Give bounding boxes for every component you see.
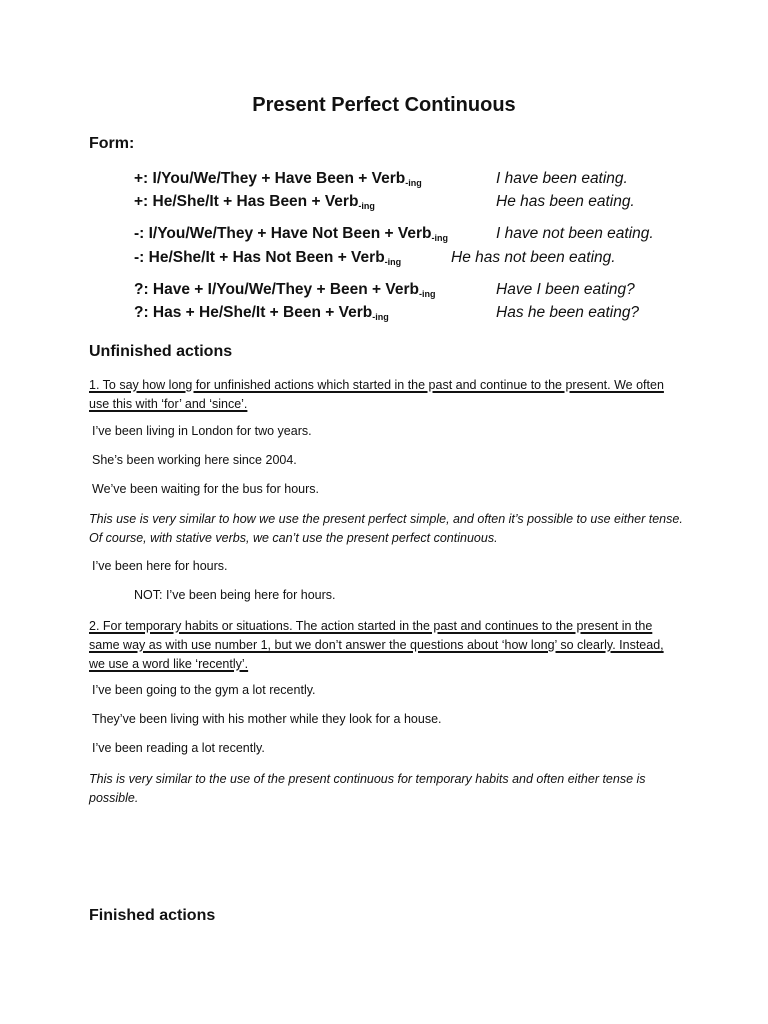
form-example-3: I have not been eating. <box>496 225 654 242</box>
example-item: I’ve been living in London for two years. <box>92 424 312 438</box>
form-example-1: I have been eating. <box>496 170 628 187</box>
page-title: Present Perfect Continuous <box>252 94 516 116</box>
form-heading: Form: <box>89 135 135 152</box>
form-formula-4: -: He/She/It + Has Not Been + Verb$_{-ing}$ <box>134 249 402 267</box>
form-formula-1: +: I/You/We/They + Have Been + Verb$_{-ing}$ <box>134 170 422 188</box>
form-example-2: He has been eating. <box>496 193 635 210</box>
example-item: They’ve been living with his mother while they look for a house. <box>92 712 442 726</box>
form-formula-6: ?: Has + He/She/It + Been + Verb$_{-ing}$ <box>134 304 389 322</box>
example-item: I’ve been going to the gym a lot recently. <box>92 683 316 697</box>
note-2: This is very similar to the use of the present continuous for temporary habits and often either tense is possible. <box>89 772 646 805</box>
finished-actions-heading: Finished actions <box>89 907 216 924</box>
form-example-4: He has not been eating. <box>451 249 616 266</box>
form-formula-5: ?: Have + I/You/We/They + Been + Verb$_{-ing}$ <box>134 281 436 299</box>
use-1-description: 1. To say how long for unfinished actions which started in the past and continue to the present. We often use this with ‘for’ and ‘since’. <box>89 378 664 411</box>
verb-suffix: -ing <box>384 257 402 267</box>
example-item: I’ve been here for hours. <box>92 559 228 573</box>
example-item: We’ve been waiting for the bus for hours. <box>92 482 319 496</box>
example-item: I’ve been reading a lot recently. <box>92 741 265 755</box>
verb-suffix: -ing <box>405 178 422 188</box>
form-example-6: Has he been eating? <box>496 304 640 321</box>
example-item: She’s been working here since 2004. <box>92 453 297 467</box>
form-example-5: Have I been eating? <box>496 281 635 298</box>
verb-suffix: -ing <box>372 312 389 322</box>
verb-suffix: -ing <box>431 233 448 243</box>
use-2-description: 2. For temporary habits or situations. The action started in the past and continues to the present in the same way as with use number 1, but we don’t answer the questions about ‘how long’ so clearly. Instead, we use a word like ‘recently’. <box>89 619 664 671</box>
verb-suffix: -ing <box>419 289 436 299</box>
form-formula-3: -: I/You/We/They + Have Not Been + Verb$_{-ing}$ <box>134 225 448 243</box>
unfinished-actions-heading: Unfinished actions <box>89 343 233 360</box>
not-example: NOT: I’ve been being here for hours. <box>134 588 336 602</box>
note-1: This use is very similar to how we use the present perfect simple, and often it’s possible to use either tense. Of course, with stative verbs, we can’t use the present perfect continuous. <box>89 512 683 545</box>
verb-suffix: -ing <box>358 201 375 211</box>
form-formula-2: +: He/She/It + Has Been + Verb$_{-ing}$ <box>134 193 375 211</box>
